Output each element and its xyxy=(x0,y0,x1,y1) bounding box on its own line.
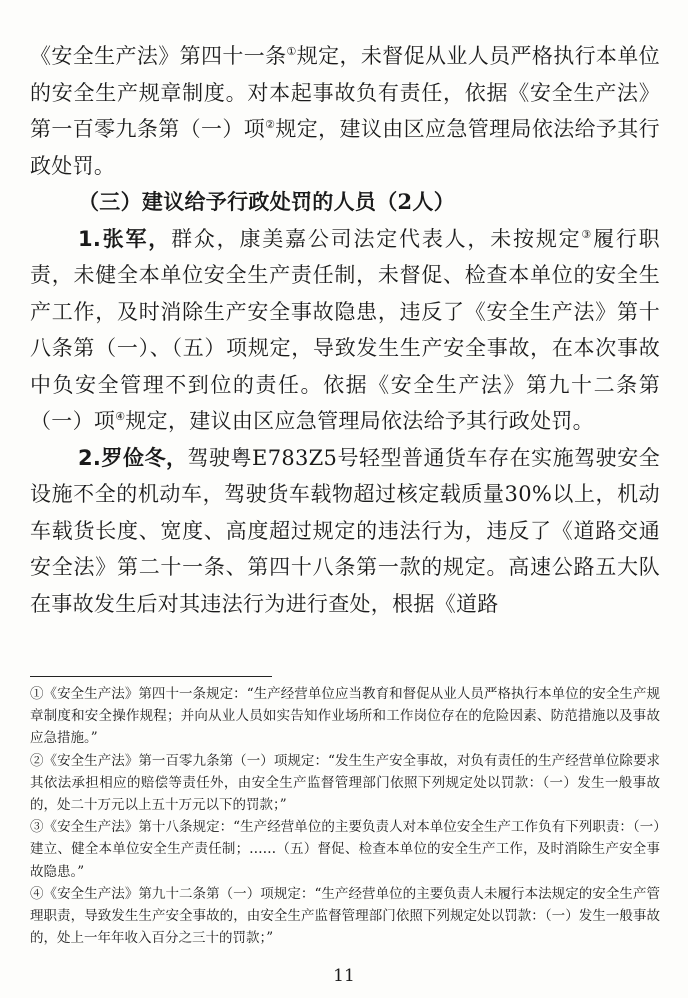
section-heading: （三）建议给予行政处罚的人员（2人） xyxy=(78,189,456,214)
footnote-ref-3: ③ xyxy=(581,227,594,241)
paragraph-3 xyxy=(30,440,660,623)
text: 履行职责，未健全本单位安全生产责任制，未督促、检查本单位的安全生产工作，及时消除生产安全事故隐患，违反了《安全生产法》第十八条第（一）、（五）项规定，导致发生生产安全事故，在本次事故中负安全管理不到位的责任。依据《安全生产法》第九十二条第（一）项 xyxy=(30,226,660,433)
footnote-2: ②《安全生产法》第一百零九条第（一）项规定：“发生生产安全事故，对负有责任的生产经营单位除要求其依法承担相应的赔偿等责任外，由安全生产监督管理部门依照下列规定处以罚款：（一）发生一般事故的，处二十万元以上五十万元以下的罚款；” xyxy=(30,752,660,814)
person-name: 1.张军， xyxy=(78,226,172,251)
footnote-ref-2: ② xyxy=(265,118,276,131)
footnote-divider xyxy=(30,676,272,677)
footnotes xyxy=(30,683,660,949)
main-text xyxy=(30,38,660,622)
text: 群众，康美嘉公司法定代表人，未按规定 xyxy=(171,226,582,251)
text: 规定，未督促从业人员严格执行本单位的安全生产规章制度。对本起事故负有责任，依据《安全生产法》第一百零九条第（一）项 xyxy=(30,44,660,141)
paragraph-1 xyxy=(30,38,660,184)
text: 驾驶粤E783Z5号轻型普通货车存在实施驾驶安全设施不全的机动车，驾驶货车载物超过核定载质量30%以上，机动车载货长度、宽度、高度超过规定的违法行为，违反了《道路交通安全法》第二十一条、第四十八条第一款的规定。高速公路五大队在事故发生后对其违法行为进行查处，根据《道路 xyxy=(30,445,661,616)
text: 规定，建议由区应急管理局依法给予其行政处罚。 xyxy=(125,409,594,433)
person-name: 2.罗俭冬， xyxy=(78,445,188,470)
footnote-ref-1: ① xyxy=(286,45,297,58)
footnote-1: ①《安全生产法》第四十一条规定：“生产经营单位应当教育和督促从业人员严格执行本单位的安全生产规章制度和安全操作规程；并向从业人员如实告知作业场所和工作岗位存在的危险因素、防范措施以及事故应急措施。” xyxy=(30,686,660,747)
footnote-ref-4: ④ xyxy=(115,410,126,423)
text: 规定，建议由区应急管理局依法给予其行政处罚。 xyxy=(30,117,660,178)
page-number: 11 xyxy=(333,966,355,986)
footnote-3: ③《安全生产法》第十八条规定：“生产经营单位的主要负责人对本单位安全生产工作负有下列职责：（一）建立、健全本单位安全生产责任制；……（五）督促、检查本单位的安全生产工作，及时消除生产安全事故隐患。” xyxy=(30,819,660,880)
footnote-4: ④《安全生产法》第九十二条第（一）项规定：“生产经营单位的主要负责人未履行本法规定的安全生产管理职责，导致发生生产安全事故的，由安全生产监督管理部门依照下列规定处以罚款：（一）发生一般事故的，处上一年年收入百分之三十的罚款；” xyxy=(30,885,660,947)
paragraph-2 xyxy=(30,221,660,440)
text: 《安全生产法》第四十一条 xyxy=(30,44,287,68)
